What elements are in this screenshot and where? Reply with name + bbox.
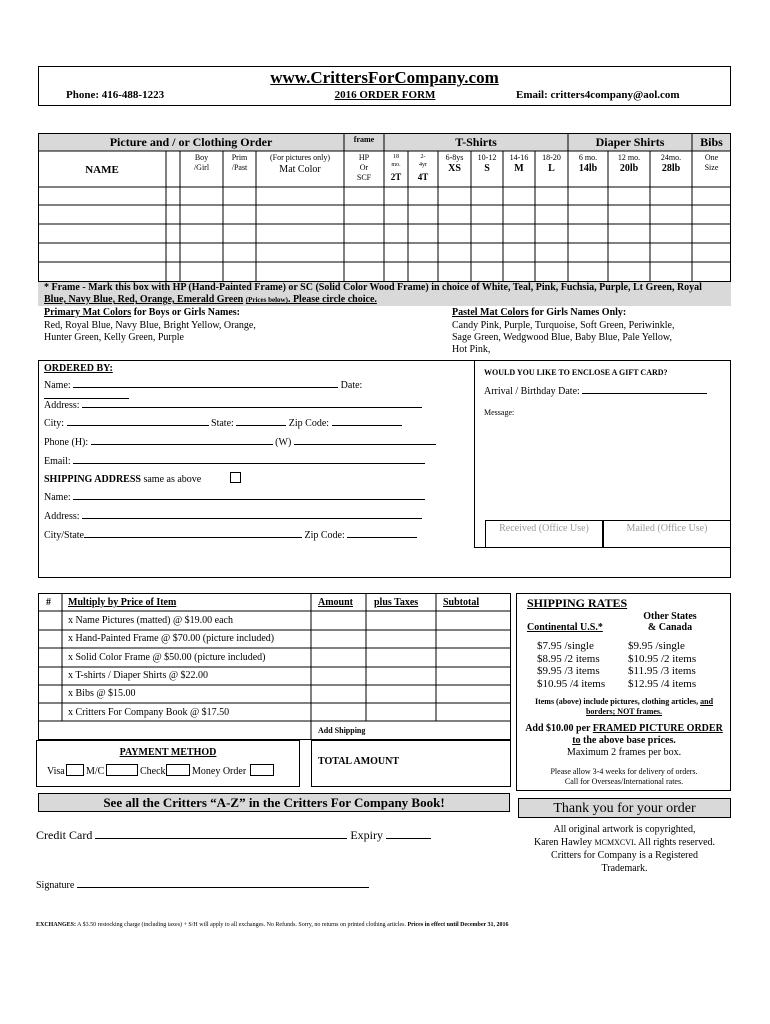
size-header-label: 4T [417, 172, 429, 182]
zip-label: Zip Code: [288, 418, 330, 429]
size-header-top: 24mo. [660, 153, 682, 162]
pastel-mat-label: Pastel Mat Colors [452, 307, 529, 318]
mc-checkbox[interactable] [106, 764, 138, 776]
other-rates [628, 640, 696, 690]
exchanges-text: A $3.50 restocking charge (including taxes) + S/H will apply to all exchanges. No Refunds. Sorry, no returns on printed clothing articles. [76, 922, 407, 928]
exchanges-label: EXCHANGES: [36, 922, 77, 928]
price-col-taxes: plus Taxes [374, 597, 419, 608]
payment-method-title: PAYMENT METHOD [119, 747, 217, 758]
message-label: Message: [484, 408, 515, 417]
shipping-rate-item: $10.95 /2 items [628, 652, 697, 665]
size-header-top: One Size [704, 153, 719, 172]
copyright-line3: Critters for Company is a Registered [551, 850, 698, 861]
mat-color-note: (For pictures only) [270, 153, 330, 162]
size-header-top: 6-8ys [445, 153, 464, 162]
size-header-label: 2T [390, 172, 402, 182]
diaper-group-header: Diaper Shirts [595, 135, 665, 149]
check-label: Check [140, 766, 166, 777]
framed-note-e: Maximum 2 frames per box. [566, 747, 682, 758]
primary-mat-label: Primary Mat Colors [44, 307, 132, 318]
shipping-rate-item: $10.95 /4 items [537, 677, 606, 690]
credit-card-row[interactable] [36, 828, 431, 843]
name-label: Name: [44, 380, 71, 391]
thank-you-banner: Thank you for your order [518, 798, 731, 818]
ship-address-label: Address: [44, 511, 80, 522]
shipping-rate-item: $9.95 /3 items [537, 665, 600, 677]
ordered-by-title: ORDERED BY: [44, 363, 113, 374]
visa-label: Visa [47, 766, 65, 777]
shipping-rate-item: $8.95 /2 items [537, 652, 600, 665]
exchanges-effective: Prices in effect until December 31, 2016 [406, 922, 509, 928]
framed-order-note [518, 723, 730, 759]
framed-note-b: FRAMED PICTURE ORDER [592, 723, 723, 734]
picture-group-header: Picture and / or Clothing Order [109, 135, 273, 149]
ship-name-label: Name: [44, 492, 71, 503]
book-banner: See all the Critters “A-Z” in the Critters For Company Book! [38, 793, 510, 812]
signature-input-line[interactable] [77, 887, 369, 888]
website-title[interactable]: www.CrittersForCompany.com [270, 68, 499, 87]
name-column-header: NAME [85, 164, 119, 176]
signature-row[interactable] [36, 880, 369, 891]
shipping-address-label: SHIPPING ADDRESS [44, 474, 141, 485]
date-label: Date: [340, 380, 363, 391]
size-header-label: 20lb [619, 163, 639, 174]
expiry-input-line[interactable] [386, 838, 431, 839]
mat-color-column-header: Mat Color [279, 164, 321, 175]
size-header-top: 12 mo. [617, 153, 641, 162]
size-header-label: L [548, 163, 555, 174]
size-header-top: 14-16 [509, 153, 529, 162]
price-col-item: Multiply by Price of Item [68, 597, 177, 608]
arrival-date-label: Arrival / Birthday Date: [484, 386, 580, 397]
form-title: 2016 ORDER FORM [334, 89, 436, 101]
add-shipping-label: Add Shipping [318, 726, 366, 735]
shipping-rate-item: $9.95 /single [628, 640, 685, 652]
delivery-note: Please allow 3-4 weeks for delivery of orders. Call for Overseas/International rates. [550, 767, 698, 786]
frame-column-header: HP Or SCF [356, 153, 372, 182]
phone-w-label: (W) [275, 437, 292, 448]
items-note-a: Items (above) include pictures, clothing articles, [534, 697, 701, 706]
expiry-label: Expiry [350, 828, 383, 842]
price-col-subtotal: Subtotal [443, 597, 480, 608]
email-label: Email: [44, 456, 71, 467]
signature-label: Signature [36, 880, 75, 891]
framed-note-d: the above base prices. [580, 735, 676, 746]
total-amount-label: TOTAL AMOUNT [318, 756, 400, 767]
size-header-label: 28lb [661, 163, 681, 174]
check-checkbox[interactable] [166, 764, 190, 776]
size-header-label: S [484, 163, 490, 174]
money-order-label: Money Order [192, 766, 247, 777]
ship-zip-label: Zip Code: [304, 530, 345, 541]
items-note-b: borders; NOT frames. [585, 707, 663, 716]
tshirts-group-header: T-Shirts [455, 135, 497, 149]
continental-us-header: Continental U.S.* [527, 622, 603, 633]
frame-note-line1: * Frame - Mark this box with HP (Hand-Painted Frame) or SC (Solid Color Wood Frame) in choice of White, Teal, Pink, Fuchsia, Purple, Lt Green, Royal [44, 282, 702, 293]
copyright-line2a: Karen Hawley [533, 837, 595, 848]
received-office-label: Received (Office Use) [499, 523, 589, 534]
phone-number: Phone: 416-488-1223 [66, 89, 165, 101]
price-row-solid-color: x Solid Color Frame @ $50.00 (picture included) [68, 652, 266, 663]
shipping-rate-item: $7.95 /single [537, 640, 594, 652]
shipping-rate-item: $11.95 /3 items [628, 665, 696, 677]
prices-below-note: (Prices below) [245, 296, 288, 304]
price-row-bibs: x Bibs @ $15.00 [68, 688, 136, 699]
other-states-header: Other States & Canada [643, 611, 697, 633]
pastel-mat-suffix: for Girls Names Only: [528, 307, 627, 318]
visa-checkbox[interactable] [66, 764, 84, 776]
price-row-hand-painted: x Hand-Painted Frame @ $70.00 (picture included) [68, 633, 275, 644]
same-as-above-label: same as above [140, 474, 202, 485]
size-header-label: M [514, 163, 524, 174]
shipping-rates-title: SHIPPING RATES [527, 596, 628, 610]
mc-label: M/C [86, 766, 105, 777]
size-header-label: 14lb [578, 163, 598, 174]
circle-choice-note: . Please circle choice. [287, 294, 377, 305]
price-row-tshirts: x T-shirts / Diaper Shirts @ $22.00 [68, 670, 209, 681]
copyright-line2b: MCMXCVI [594, 838, 634, 847]
size-header-top: 10-12 [477, 153, 497, 162]
address-label: Address: [44, 400, 80, 411]
primary-mat-list: Red, Royal Blue, Navy Blue, Bright Yellow, Orange, Hunter Green, Kelly Green, Purple [44, 320, 256, 343]
boy-girl-column-header: Boy /Girl [193, 153, 210, 172]
price-row-book: x Critters For Company Book @ $17.50 [68, 707, 230, 718]
credit-card-input-line[interactable] [95, 838, 347, 839]
ship-city-state-label: City/State [44, 530, 84, 541]
price-col-num: # [46, 597, 51, 608]
items-note-and: and [700, 697, 714, 706]
copyright-line1: All original artwork is copyrighted, [553, 824, 696, 835]
pastel-mat-list: Candy Pink, Purple, Turquoise, Soft Green, Periwinkle, Sage Green, Wedgwood Blue, Baby Blue, Pale Yellow, Hot Pink, [452, 320, 675, 355]
email-address: Email: critters4company@aol.com [516, 89, 680, 101]
size-header-top: 18 mo. [391, 154, 401, 168]
continental-rates [537, 640, 605, 690]
items-note [518, 697, 730, 717]
size-header-top: 2- 4yr [419, 154, 427, 168]
gift-card-title: WOULD YOU LIKE TO ENCLOSE A GIFT CARD? [484, 368, 668, 377]
city-label: City: [44, 418, 65, 429]
bibs-group-header: Bibs [700, 135, 723, 149]
phone-h-label: Phone (H): [44, 437, 89, 448]
primary-mat-suffix: for Boys or Girls Names: [131, 307, 240, 318]
size-header-top: 6 mo. [578, 153, 598, 162]
price-col-amount: Amount [318, 597, 354, 608]
shipping-rate-item: $12.95 /4 items [628, 677, 697, 690]
prim-past-column-header: Prim /Past [231, 153, 248, 172]
framed-note-a: Add $10.00 per [525, 723, 593, 734]
money-order-checkbox[interactable] [250, 764, 274, 776]
copyright-line2c: . All rights reserved. [633, 837, 716, 848]
frame-color-list: Blue, Navy Blue, Red, Orange, Emerald Green [44, 294, 244, 305]
size-header-label: XS [448, 163, 461, 174]
state-label: State: [211, 418, 234, 429]
copyright-block [518, 823, 731, 875]
price-row-name-pictures: x Name Pictures (matted) @ $19.00 each [68, 615, 233, 626]
mailed-office-label: Mailed (Office Use) [626, 523, 708, 534]
exchanges-note [36, 922, 509, 928]
frame-group-header: frame [353, 135, 375, 144]
size-header-top: 18-20 [542, 153, 561, 162]
credit-card-label: Credit Card [36, 828, 93, 842]
copyright-line4: Trademark. [601, 863, 648, 874]
framed-note-c: to [572, 735, 581, 746]
